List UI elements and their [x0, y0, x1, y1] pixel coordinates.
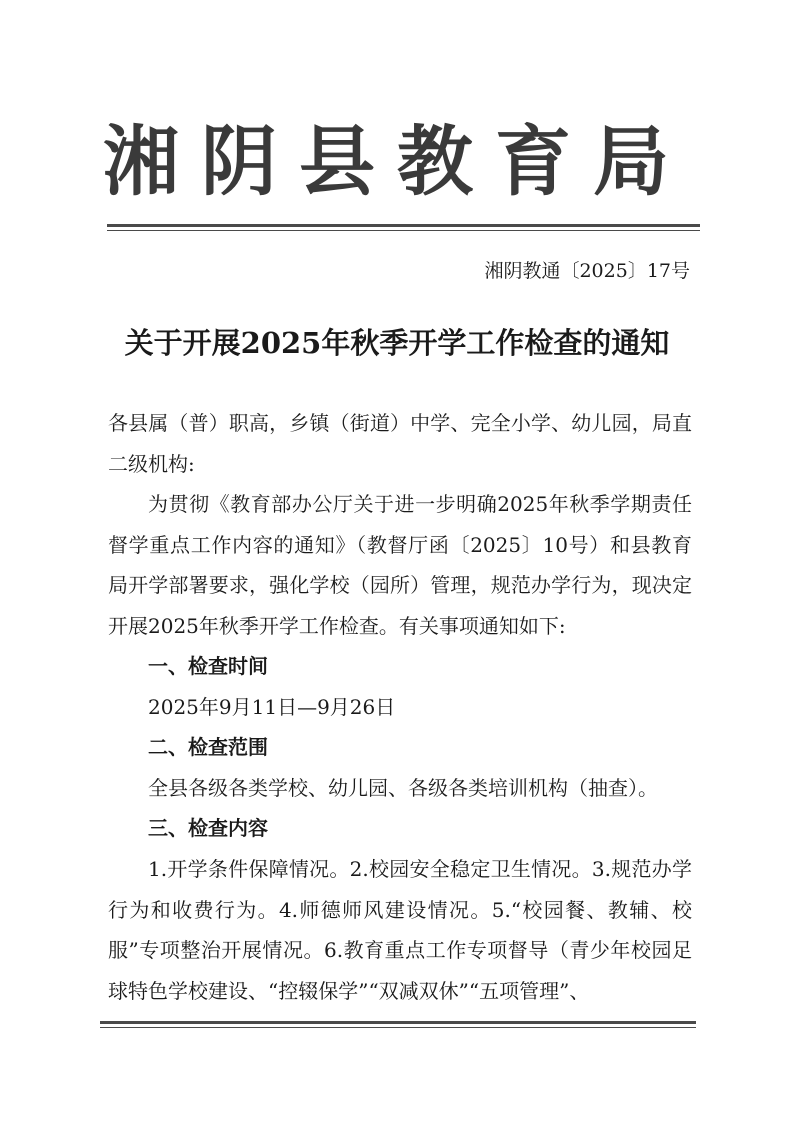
masthead-divider-thin — [107, 230, 700, 231]
section-text-scope: 全县各级各类学校、幼儿园、各级各类培训机构（抽查）。 — [148, 776, 658, 800]
section-heading-scope: 二、检查范围 — [148, 735, 268, 759]
salutation-paragraph: 各县属（普）职高，乡镇（街道）中学、完全小学、幼儿园，局直二级机构: — [108, 411, 692, 476]
document-number: 湘阴教通〔2025〕17号 — [484, 260, 690, 282]
masthead-divider-thick — [107, 224, 700, 227]
document-title: 关于开展2025年秋季开学工作检查的通知 — [124, 326, 670, 360]
intro-paragraph: 为贯彻《教育部办公厅关于进一步明确2025年秋季学期责任督学重点工作内容的通知》（教督厅函〔2025〕10号）和县教育局开学部署要求，强化学校（园所）管理，规范办学行为，现决定开展2025年秋季开学工作检查。有关事项通知如下: — [108, 492, 692, 638]
footer-divider-thin — [100, 1027, 696, 1028]
footer-divider-thick — [100, 1021, 696, 1024]
section-heading-time: 一、检查时间 — [148, 654, 268, 678]
section-text-time: 2025年9月11日—9月26日 — [148, 695, 396, 719]
section-text-content: 1.开学条件保障情况。2.校园安全稳定卫生情况。3.规范办学行为和收费行为。4.师德师风建设情况。5.“校园餐、教辅、校服”专项整治开展情况。6.教育重点工作专项督导（青少年校园足球特色学校建设、“控辍保学”“双减双休”“五项管理”、 — [108, 857, 692, 1003]
section-heading-content: 三、检查内容 — [148, 816, 268, 840]
masthead-title: 湘阴县教育局 — [103, 117, 691, 206]
